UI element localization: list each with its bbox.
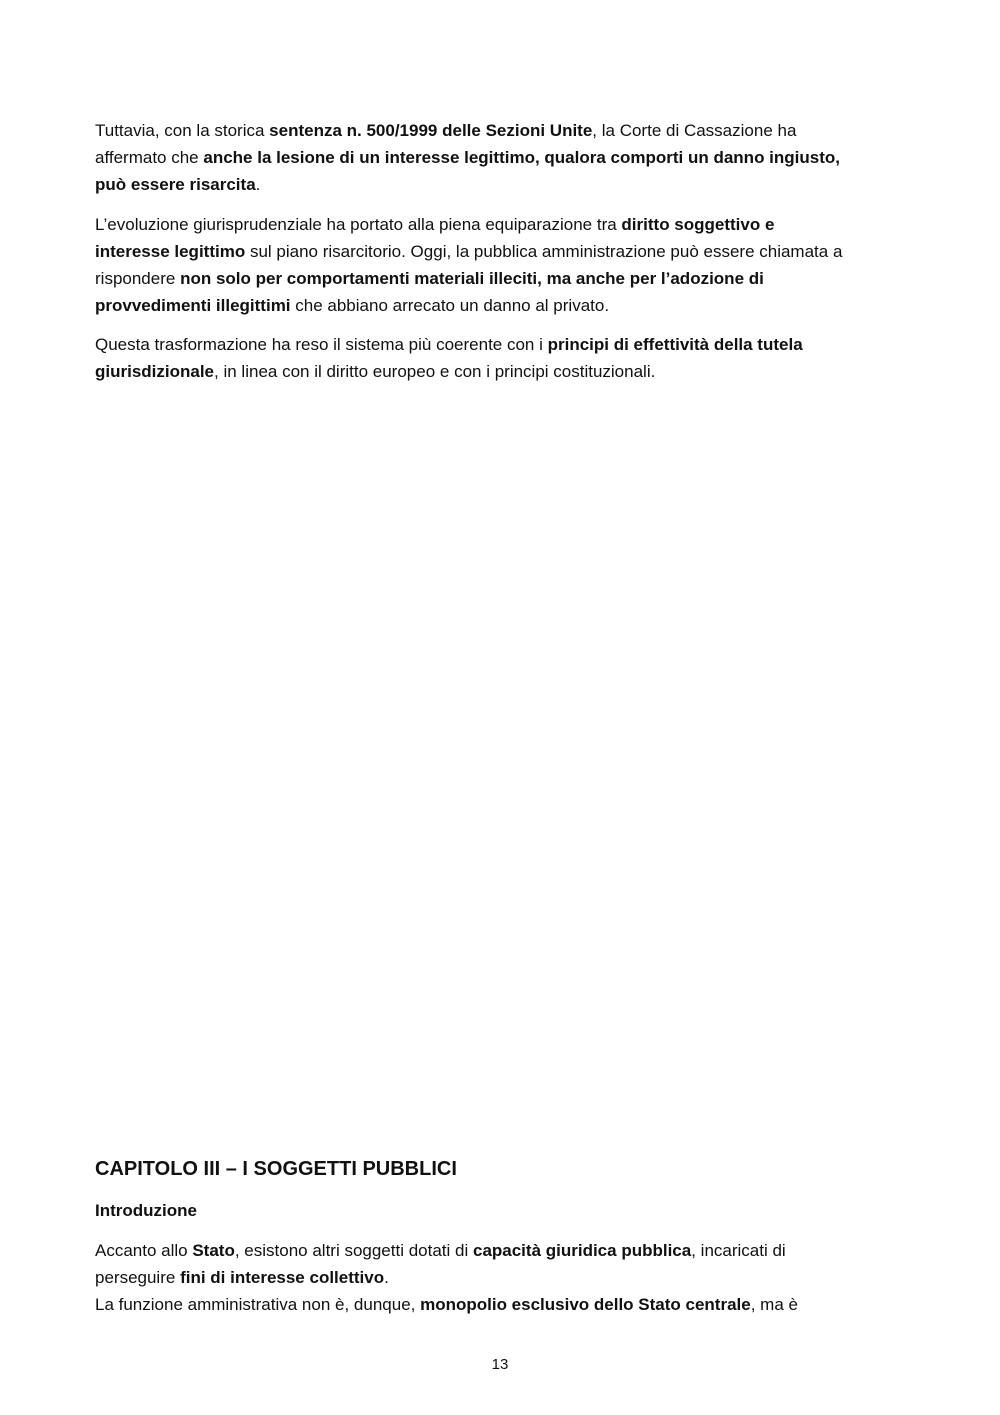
text-line [95,292,905,319]
bold-text: monopolio esclusivo dello Stato centrale [420,1295,751,1314]
text-run: La funzione amministrativa non è, dunque, [95,1295,421,1314]
text-run: Questa trasformazione ha reso il sistema più coerente con i [95,335,548,354]
paragraph-trasformazione [95,331,905,385]
text-run: , esistono altri soggetti dotati di [234,1241,473,1260]
text-run: , incaricati di [691,1241,786,1260]
text-run: . [384,1268,389,1287]
text-line [95,265,905,292]
bold-text: giurisdizionale [95,362,215,381]
text-run: perseguire [95,1268,181,1287]
text-line [95,358,905,385]
text-run: che abbiano arrecato un danno al privato. [290,296,610,315]
bold-text: principi di effettività della tutela [547,335,803,354]
paragraph-introduzione [95,1237,905,1318]
bold-text: fini di interesse collettivo [180,1268,385,1287]
bold-text: anche la lesione di un interesse legittimo, qualora comporti un danno ingiusto, [203,148,840,167]
bold-text: diritto soggettivo e [621,215,775,234]
text-run: L’evoluzione giurisprudenziale ha portato alla piena equiparazione tra [95,215,622,234]
text-run: rispondere [95,269,181,288]
bold-text: non solo per comportamenti materiali illeciti, ma anche per l’adozione di [180,269,764,288]
text-run: affermato che [95,148,204,167]
bold-text: Stato [192,1241,235,1260]
text-run: Tuttavia, con la storica [95,121,270,140]
text-line [95,117,905,144]
text-run: Accanto allo [95,1241,193,1260]
bold-text: interesse legittimo [95,242,246,261]
text-line [95,1291,905,1318]
paragraph-sentenza-500-1999 [95,117,905,198]
text-run: , ma è [750,1295,798,1314]
text-line [95,331,905,358]
text-line [95,211,905,238]
text-line [95,171,905,198]
bold-text: capacità giuridica pubblica [472,1241,692,1260]
text-run: , la Corte di Cassazione ha [592,121,797,140]
text-line [95,238,905,265]
bold-text: provvedimenti illegittimi [95,296,291,315]
paragraph-evoluzione-giurisprudenziale [95,211,905,319]
text-line [95,1237,905,1264]
chapter-title: CAPITOLO III – I SOGGETTI PUBBLICI [95,1158,457,1180]
text-line [95,144,905,171]
text-line [95,1264,905,1291]
bold-text: può essere risarcita [95,175,256,194]
text-run: , in linea con il diritto europeo e con i principi costituzionali. [214,362,656,381]
text-run: . [255,175,261,194]
text-run: sul piano risarcitorio. Oggi, la pubblica amministrazione può essere chiamata a [245,242,843,261]
page-number: 13 [491,1356,509,1373]
bold-text: sentenza n. 500/1999 delle Sezioni Unite [269,121,593,140]
section-title: Introduzione [95,1201,197,1220]
